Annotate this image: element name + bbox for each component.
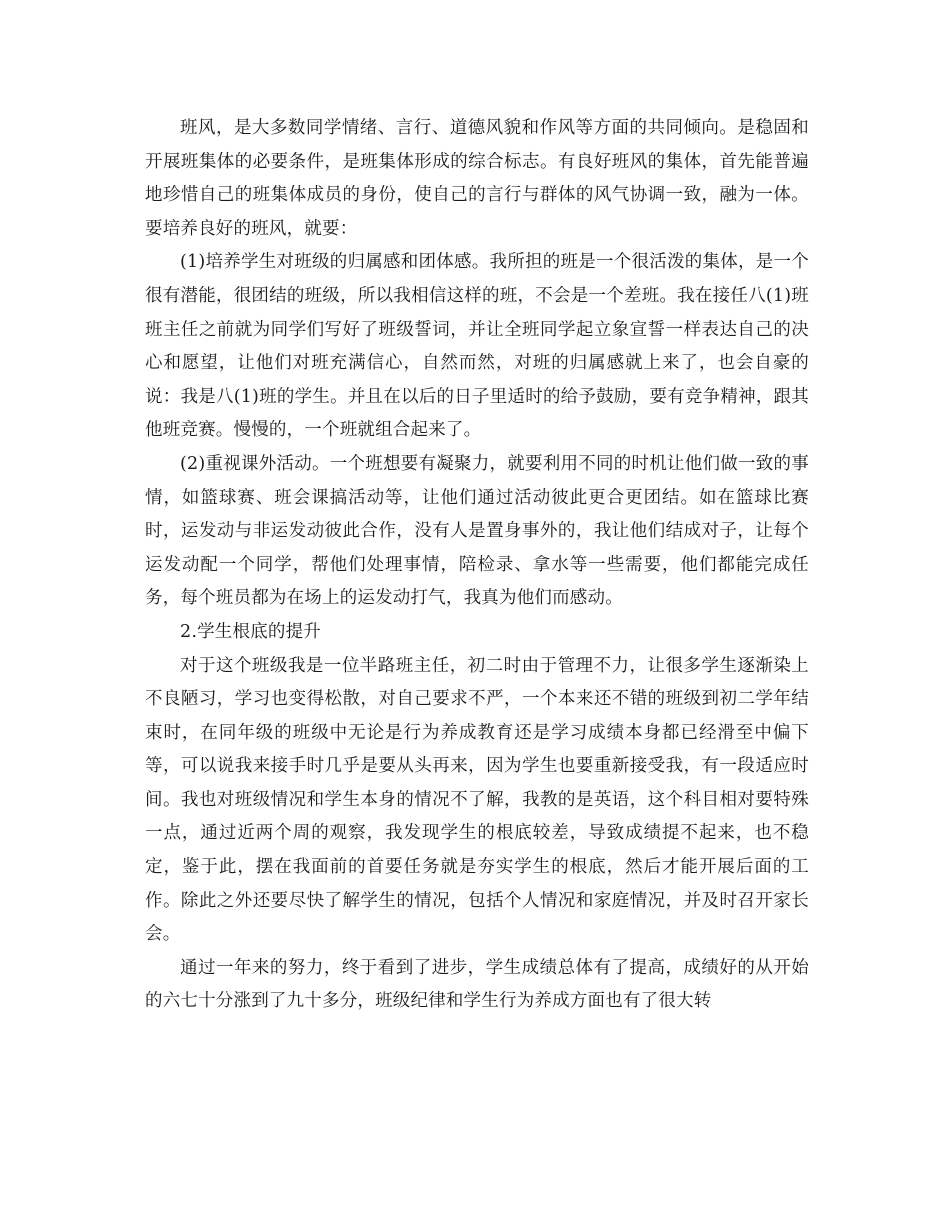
paragraph-progress: 通过一年来的努力，终于看到了进步，学生成绩总体有了提高，成绩好的从开始的六七十分涨到了九十多分，班级纪律和学生行为养成方面也有了很大转 [145, 957, 809, 1012]
paragraph-extracurricular: (2)重视课外活动。一个班想要有凝聚力，就要利用不同的时机让他们做一致的事情，如篮球赛、班会课搞活动等，让他们通过活动彼此更合更团结。如在篮球比赛时，运发动与非运发动彼此合作，没有人是置身事外的，我让他们结成对子，让每个运发动配一个同学，帮他们处理事情，陪检录、拿水等一些需要，他们都能完成任务，每个班员都为在场上的运发动打气，我真为他们而感动。 [145, 453, 809, 609]
section-heading-foundation: 2.学生根底的提升 [180, 621, 321, 642]
paragraph-belonging: (1)培养学生对班级的归属感和团体感。我所担的班是一个很活泼的集体，是一个很有潜能，很团结的班级，所以我相信这样的班，不会是一个差班。我在接任八(1)班班主任之前就为同学们写好了班级誓词，并让全班同学起立象宣誓一样表达自己的决心和愿望，让他们对班充满信心，自然而然，对班的归属感就上来了，也会自豪的说：我是八(1)班的学生。并且在以后的日子里适时的给予鼓励，要有竞争精神，跟其他班竞赛。慢慢的，一个班就组合起来了。 [145, 252, 809, 441]
paragraph-class-atmosphere: 班风，是大多数同学情绪、言行、道德风貌和作风等方面的共同倾向。是稳固和开展班集体的必要条件，是班集体形成的综合标志。有良好班风的集体，首先能普遍地珍惜自己的班集体成员的身份，使自己的言行与群体的风气协调一致，融为一体。要培养良好的班风，就要： [145, 118, 809, 239]
document-body [145, 112, 809, 1019]
paragraph-foundation: 对于这个班级我是一位半路班主任，初二时由于管理不力，让很多学生逐渐染上不良陋习，学习也变得松散，对自己要求不严，一个本来还不错的班级到初二学年结束时，在同年级的班级中无论是行为养成教育还是学习成绩本身都已经滑至中偏下等，可以说我来接手时几乎是要从头再来，因为学生也要重新接受我，有一段适应时间。我也对班级情况和学生本身的情况不了解，我教的是英语，这个科目相对要特殊一点，通过近两个周的观察，我发现学生的根底较差，导致成绩提不起来，也不稳定，鉴于此，摆在我面前的首要任务就是夯实学生的根底，然后才能开展后面的工作。除此之外还要尽快了解学生的情况，包括个人情况和家庭情况，并及时召开家长会。 [145, 655, 809, 945]
